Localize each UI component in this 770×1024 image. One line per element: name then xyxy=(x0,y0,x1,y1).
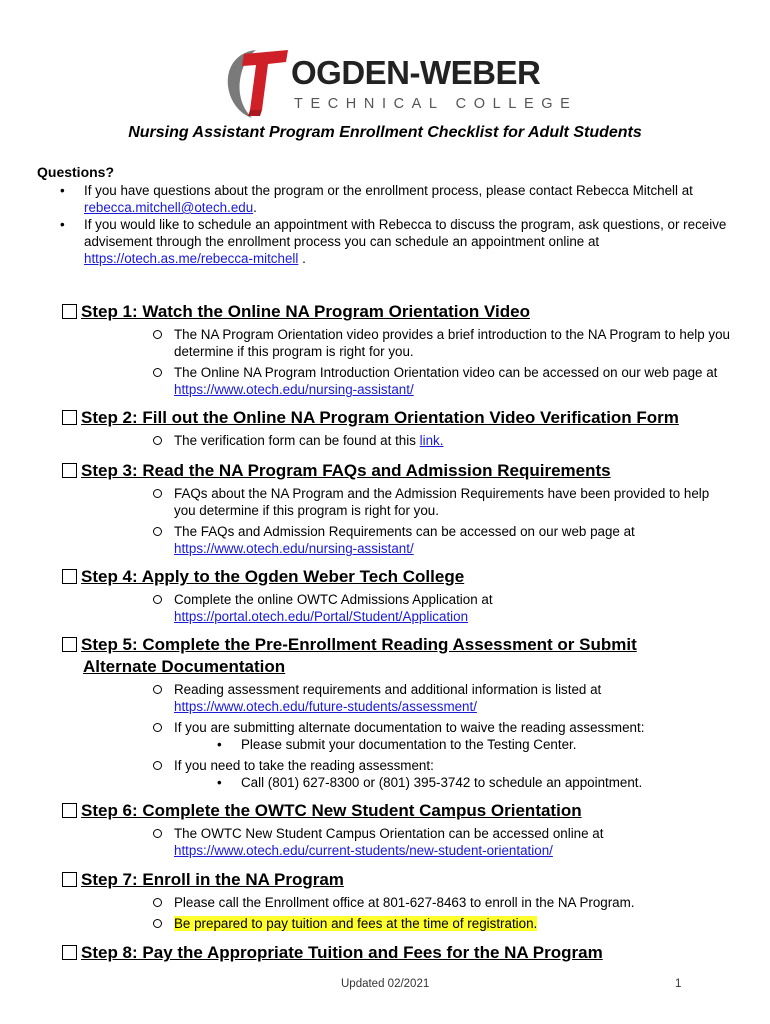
step-6-item-1-text: The OWTC New Student Campus Orientation can be accessed online at xyxy=(174,826,604,841)
step-1-item-1: The NA Program Orientation video provides a brief introduction to the NA Program to help you determine if this program is right for you. xyxy=(174,326,734,360)
step-5-item-2: If you are submitting alternate documentation to waive the reading assessment: xyxy=(174,719,734,736)
step-1-link[interactable]: https://www.otech.edu/nursing-assistant/ xyxy=(174,382,414,397)
step-5-item-3-sub: • Call (801) 627-8300 or (801) 395-3742 to schedule an appointment. xyxy=(241,774,734,791)
step-5-title-line-2: Alternate Documentation xyxy=(83,657,286,676)
step-3-item-2-text: The FAQs and Admission Requirements can be accessed on our web page at xyxy=(174,524,635,539)
step-1-item-2 xyxy=(174,364,734,398)
step-1-item-2-text: The Online NA Program Introduction Orientation video can be accessed on our web page at xyxy=(174,365,718,380)
step-1-heading xyxy=(62,301,530,323)
question-item-contact-text: If you have questions about the program or the enrollment process, please contact Rebecca Mitchell at xyxy=(84,183,693,198)
questions-heading: Questions? xyxy=(37,164,115,180)
step-4-checkbox[interactable] xyxy=(62,569,77,584)
step-4-heading xyxy=(62,566,464,588)
question-item-appointment xyxy=(84,216,734,267)
step-3-title: Step 3: Read the NA Program FAQs and Admission Requirements xyxy=(81,461,611,480)
step-6-item-1 xyxy=(174,825,734,859)
step-5-item-1 xyxy=(174,681,734,715)
step-6-heading xyxy=(62,800,582,822)
logo-t-emblem-icon xyxy=(222,44,292,120)
step-7-item-1: Please call the Enrollment office at 801-627-8463 to enroll in the NA Program. xyxy=(174,894,734,911)
step-5-details xyxy=(174,681,734,791)
step-4-details xyxy=(174,591,734,625)
step-2-item-1-text: The verification form can be found at this xyxy=(174,433,416,448)
logo-name: OGDEN-WEBER xyxy=(291,54,541,91)
question-item-appointment-end: . xyxy=(298,251,306,266)
college-logo xyxy=(222,44,578,120)
question-item-contact xyxy=(84,182,734,216)
tuition-highlight-text: Be prepared to pay tuition and fees at the time of registration. xyxy=(174,916,538,931)
step-4-item-1-text: Complete the online OWTC Admissions Application at xyxy=(174,592,493,607)
orientation-link[interactable]: https://www.otech.edu/current-students/new-student-orientation/ xyxy=(174,843,553,858)
step-6-title: Step 6: Complete the OWTC New Student Campus Orientation xyxy=(81,801,582,820)
step-1-details xyxy=(174,326,734,398)
step-3-item-1: FAQs about the NA Program and the Admission Requirements have been provided to help you determine if this program is right for you. xyxy=(174,485,734,519)
step-7-title: Step 7: Enroll in the NA Program xyxy=(81,870,344,889)
step-8-heading xyxy=(62,942,603,964)
step-4-item-1 xyxy=(174,591,734,625)
step-7-checkbox[interactable] xyxy=(62,872,77,887)
step-5-item-1-text: Reading assessment requirements and additional information is listed at xyxy=(174,682,602,697)
step-5-heading xyxy=(62,634,637,678)
updated-date: Updated 02/2021 xyxy=(341,978,430,990)
step-8-title: Step 8: Pay the Appropriate Tuition and Fees for the NA Program xyxy=(81,943,603,962)
page-title: Nursing Assistant Program Enrollment Checklist for Adult Students xyxy=(128,124,642,141)
step-1-title: Step 1: Watch the Online NA Program Orientation Video xyxy=(81,302,530,321)
step-7-details xyxy=(174,894,734,932)
step-6-checkbox[interactable] xyxy=(62,803,77,818)
verification-form-link[interactable]: link. xyxy=(419,433,444,448)
question-item-contact-end: . xyxy=(253,200,257,215)
step-5-item-3: If you need to take the reading assessment: xyxy=(174,757,734,774)
assessment-link[interactable]: https://www.otech.edu/future-students/assessment/ xyxy=(174,699,477,714)
appointment-link[interactable]: https://otech.as.me/rebecca-mitchell xyxy=(84,251,299,266)
step-5-checkbox[interactable] xyxy=(62,637,77,652)
step-3-item-2 xyxy=(174,523,734,557)
step-1-checkbox[interactable] xyxy=(62,304,77,319)
step-2-details xyxy=(174,432,734,449)
step-2-checkbox[interactable] xyxy=(62,410,77,425)
logo-subtitle: TECHNICAL COLLEGE xyxy=(294,96,578,112)
step-3-heading xyxy=(62,460,611,482)
step-3-checkbox[interactable] xyxy=(62,463,77,478)
step-6-details xyxy=(174,825,734,859)
questions-list xyxy=(84,182,734,267)
step-8-checkbox[interactable] xyxy=(62,945,77,960)
step-2-title: Step 2: Fill out the Online NA Program Orientation Video Verification Form xyxy=(81,408,679,427)
application-link[interactable]: https://portal.otech.edu/Portal/Student/Application xyxy=(174,609,469,624)
step-2-item-1 xyxy=(174,432,734,449)
page-number: 1 xyxy=(675,978,682,990)
step-2-heading xyxy=(62,407,679,429)
step-3-link[interactable]: https://www.otech.edu/nursing-assistant/ xyxy=(174,541,414,556)
step-3-details xyxy=(174,485,734,557)
contact-email-link[interactable]: rebecca.mitchell@otech.edu xyxy=(84,200,254,215)
step-7-heading xyxy=(62,869,344,891)
question-item-appointment-text: If you would like to schedule an appointment with Rebecca to discuss the program, ask questions, or receive advisement through the enrollment process you can schedule an appointment online at xyxy=(84,217,727,249)
step-7-item-2 xyxy=(174,915,734,932)
step-4-title: Step 4: Apply to the Ogden Weber Tech College xyxy=(81,567,465,586)
step-5-title-line-1: Step 5: Complete the Pre-Enrollment Reading Assessment or Submit xyxy=(81,635,637,654)
step-5-item-2-sub: • Please submit your documentation to the Testing Center. xyxy=(241,736,734,753)
